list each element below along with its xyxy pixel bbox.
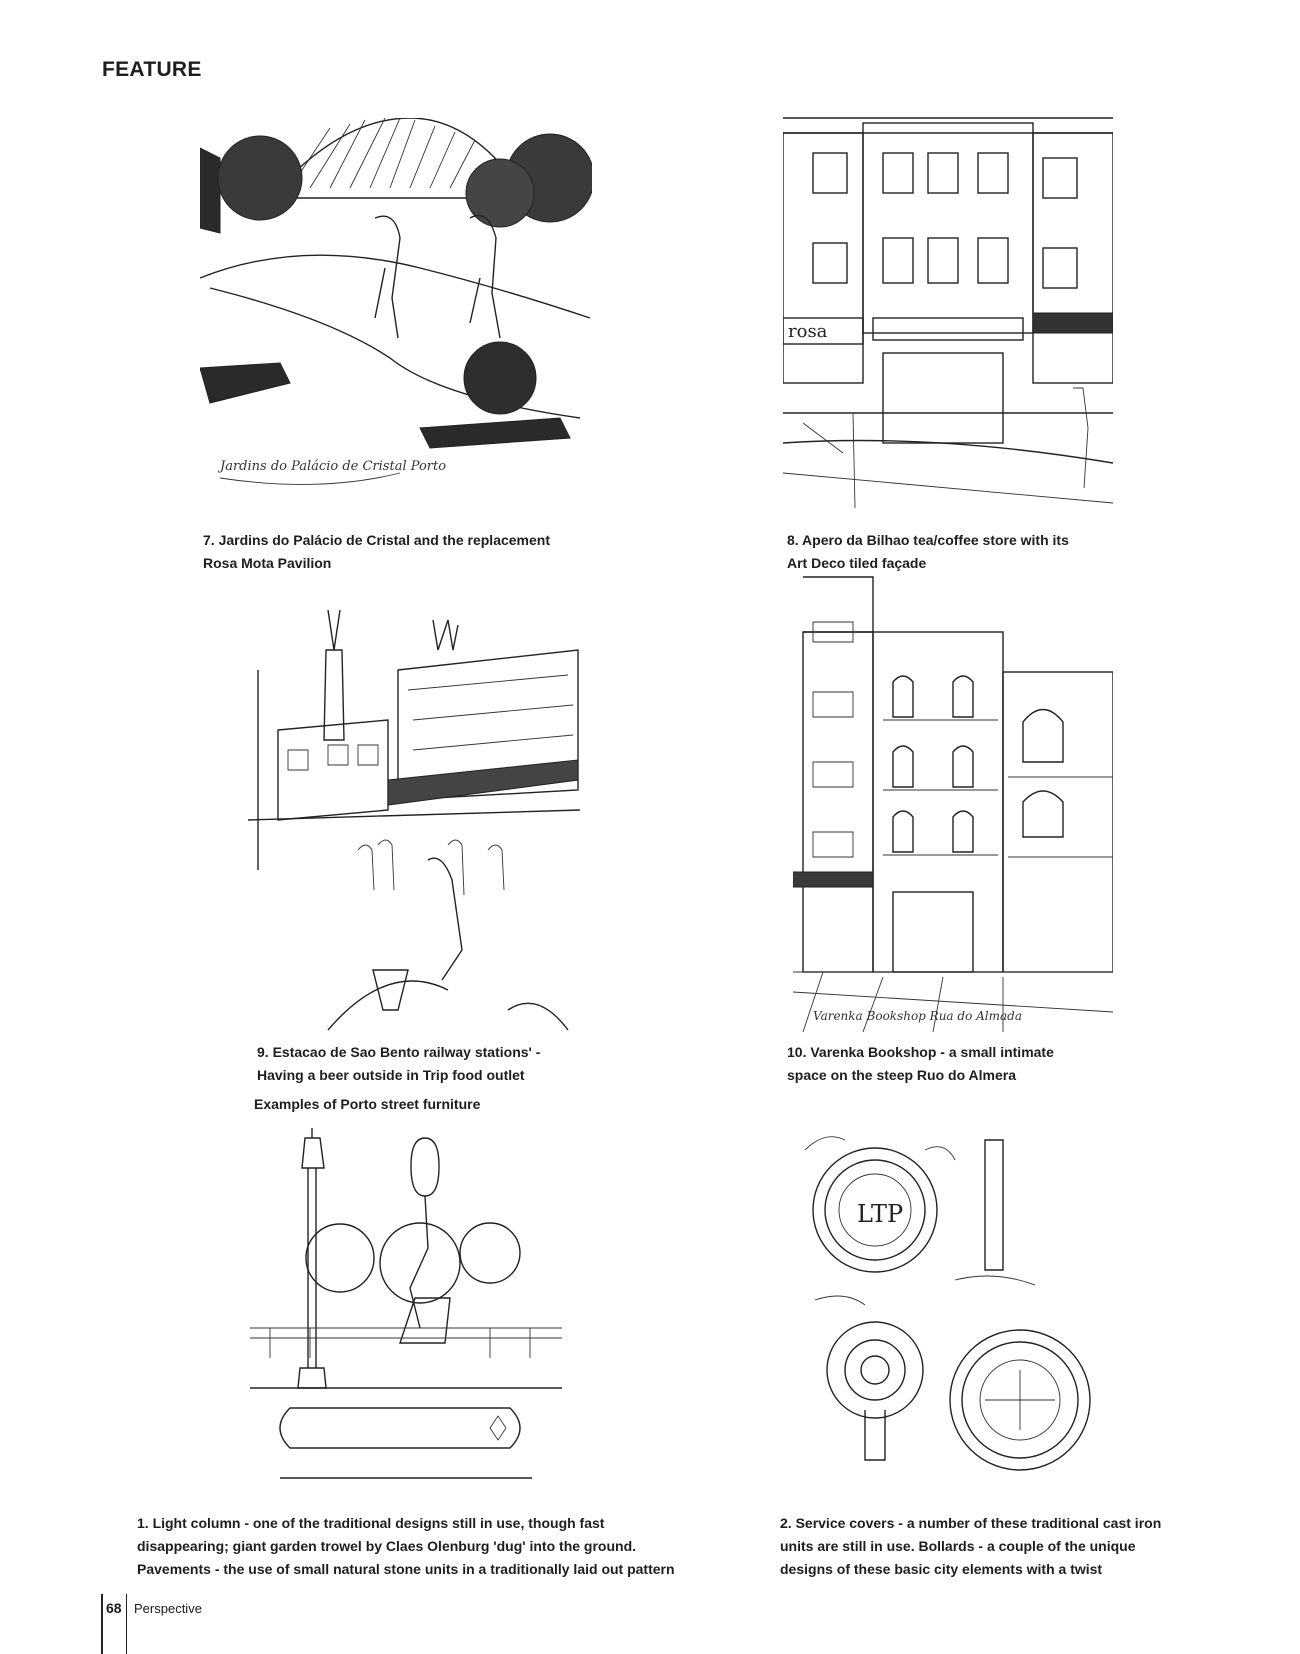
caption-8 bbox=[787, 529, 1069, 575]
footer-rule-inner bbox=[126, 1594, 127, 1654]
caption-2-line3: designs of these basic city elements with a twist bbox=[780, 1561, 1103, 1577]
sketch-sao-bento bbox=[248, 610, 580, 1035]
shop-sign: rosa bbox=[788, 321, 828, 342]
caption-1-line2: disappearing; giant garden trowel by Claes Olenburg 'dug' into the ground. bbox=[137, 1538, 637, 1554]
caption-10-line2: space on the steep Ruo do Almera bbox=[787, 1067, 1016, 1083]
sketch-varenka-bookshop bbox=[793, 572, 1113, 1032]
caption-9-line2: Having a beer outside in Trip food outlet bbox=[257, 1067, 525, 1083]
caption-7-line2: Rosa Mota Pavilion bbox=[203, 555, 332, 571]
caption-10 bbox=[787, 1041, 1054, 1087]
caption-7-line1: 7. Jardins do Palácio de Cristal and the replacement bbox=[203, 532, 551, 548]
handwritten-note: Varenka Bookshop Rua do Almada bbox=[813, 1009, 1022, 1023]
handwritten-note: Jardins do Palácio de Cristal Porto bbox=[220, 459, 447, 474]
magazine-name: Perspective bbox=[134, 1601, 202, 1616]
caption-2-line2: units are still in use. Bollards - a couple of the unique bbox=[780, 1538, 1136, 1554]
caption-8-line1: 8. Apero da Bilhao tea/coffee store with its bbox=[787, 532, 1069, 548]
furniture-heading: Examples of Porto street furniture bbox=[254, 1096, 481, 1112]
caption-9 bbox=[257, 1041, 540, 1087]
sketch-apero-bilhao bbox=[783, 113, 1113, 510]
caption-1-line1: 1. Light column - one of the traditional designs still in use, though fast bbox=[137, 1515, 605, 1531]
caption-1 bbox=[137, 1512, 675, 1581]
cover-letters: LTP bbox=[857, 1200, 904, 1228]
caption-2 bbox=[780, 1512, 1161, 1581]
caption-2-line1: 2. Service covers - a number of these traditional cast iron bbox=[780, 1515, 1162, 1531]
caption-9-line1: 9. Estacao de Sao Bento railway stations' - bbox=[257, 1044, 541, 1060]
caption-8-line2: Art Deco tiled façade bbox=[787, 555, 927, 571]
section-label: FEATURE bbox=[102, 58, 202, 81]
caption-7 bbox=[203, 529, 550, 575]
sketch-palacio-cristal bbox=[200, 118, 592, 518]
sketch-street-furniture-2 bbox=[805, 1130, 1115, 1510]
footer-rule bbox=[101, 1594, 103, 1654]
sketch-street-furniture-1 bbox=[250, 1128, 562, 1508]
caption-1-line3: Pavements - the use of small natural stone units in a traditionally laid out pattern bbox=[137, 1561, 675, 1577]
caption-10-line1: 10. Varenka Bookshop - a small intimate bbox=[787, 1044, 1054, 1060]
page-number: 68 bbox=[106, 1600, 122, 1616]
